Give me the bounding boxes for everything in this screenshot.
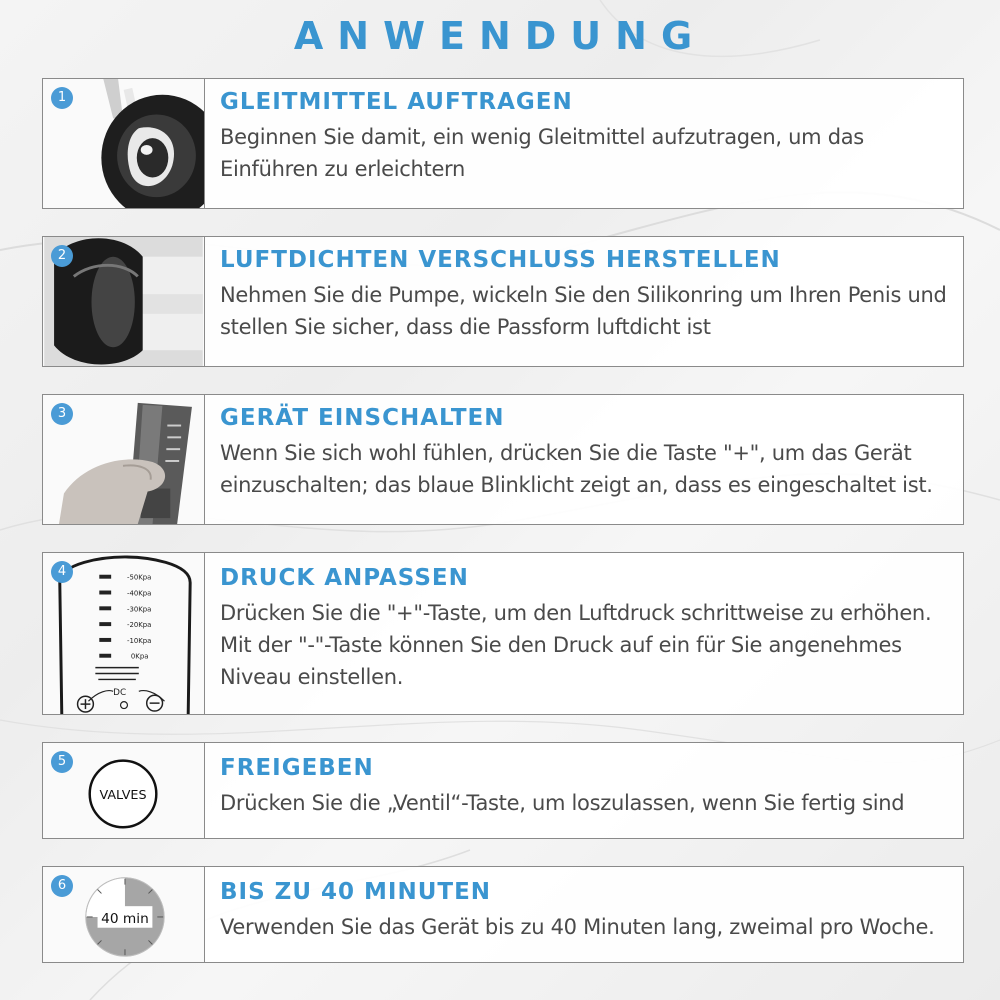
step-card-2 <box>42 236 964 367</box>
page-title: ANWENDUNG <box>293 14 707 58</box>
step-description: Beginnen Sie damit, ein wenig Gleitmittel aufzutragen, um das Einführen zu erleichtern <box>220 125 864 181</box>
pressure-level-label: -30Kpa <box>126 605 152 614</box>
pressure-level-label: -40Kpa <box>126 589 152 598</box>
step-thumbnail-2 <box>43 237 205 366</box>
step-number-badge: 4 <box>51 561 73 583</box>
step-number-badge: 6 <box>51 875 73 897</box>
step-thumbnail-6 <box>43 867 205 962</box>
dc-label: DC <box>113 688 127 699</box>
step-number-badge: 2 <box>51 245 73 267</box>
step-title: DRUCK ANPASSEN <box>220 565 469 591</box>
step-card-1 <box>42 78 964 209</box>
step-card-3 <box>42 394 964 525</box>
step-number-badge: 3 <box>51 403 73 425</box>
step-number-badge: 5 <box>51 751 73 773</box>
step-card-6 <box>42 866 964 963</box>
pressure-level-label: -20Kpa <box>126 621 152 630</box>
valves-label: VALVES <box>99 787 147 803</box>
step-description: Drücken Sie die „Ventil“-Taste, um loszulassen, wenn Sie fertig sind <box>220 791 905 815</box>
step-thumbnail-5 <box>43 743 205 838</box>
step-title: LUFTDICHTEN VERSCHLUSS HERSTELLEN <box>220 247 781 273</box>
step-description: Nehmen Sie die Pumpe, wickeln Sie den Silikonring um Ihren Penis und stellen Sie sicher, dass die Passform luftdicht ist <box>220 283 947 339</box>
step-title: BIS ZU 40 MINUTEN <box>220 879 492 905</box>
step-description: Drücken Sie die "+"-Taste, um den Luftdruck schrittweise zu erhöhen. Mit der "-"-Taste können Sie den Druck auf ein für Sie angenehmes Niveau einstellen. <box>220 601 932 689</box>
step-title: FREIGEBEN <box>220 755 374 781</box>
step-thumbnail-4 <box>43 553 205 714</box>
step-thumbnail-1 <box>43 79 205 208</box>
pressure-level-label: 0Kpa <box>130 652 149 661</box>
step-description: Wenn Sie sich wohl fühlen, drücken Sie die Taste "+", um das Gerät einzuschalten; das blaue Blinklicht zeigt an, dass es eingeschaltet ist. <box>220 441 933 497</box>
step-description: Verwenden Sie das Gerät bis zu 40 Minuten lang, zweimal pro Woche. <box>220 915 935 939</box>
step-card-4 <box>42 552 964 715</box>
step-card-5 <box>42 742 964 839</box>
step-title: GLEITMITTEL AUFTRAGEN <box>220 89 573 115</box>
timer-label: 40 min <box>101 910 149 927</box>
pressure-level-label: -50Kpa <box>126 573 152 582</box>
pressure-level-label: -10Kpa <box>126 636 152 645</box>
step-number-badge: 1 <box>51 87 73 109</box>
step-title: GERÄT EINSCHALTEN <box>220 405 505 431</box>
step-thumbnail-3 <box>43 395 205 524</box>
